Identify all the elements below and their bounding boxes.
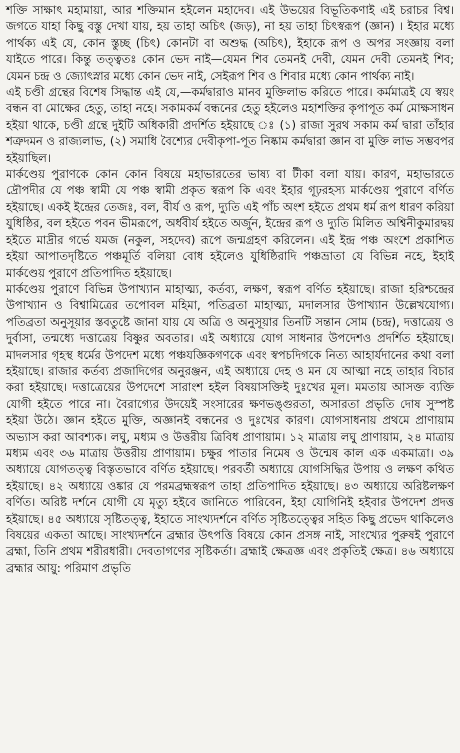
- paragraph-chandi: এই চণ্ডী গ্রন্থের বিশেষ সিদ্ধান্ত এই যে,—কর্মদ্বারাও মানব মুক্তিলাভ করিতে পারে। কর্মমাত্রই যে স্বয়ং বন্ধন বা মোক্ষের হেতু, তাহা নহে। সকামকর্ম বন্ধনের হেতু হইলেও মহাশক্তির কৃপাপূত কর্ম মোক্ষসাধন হইয়া থাকে, চণ্ডী গ্রন্থে দুইটি অধিকারী প্রদর্শিত হইয়াছে ঃ (১) রাজা সুরথ সকাম কর্ম দ্বারা তাঁহার শত্রুদমন ও রাজ্যলাভ, (২) সমাধি বৈশ্যের দেবীকৃপা-পূত নিষ্কাম কর্মদ্বারা জ্ঞান বা মুক্তি লাভ সম্ভবপর হইয়াছিল।: [6, 85, 454, 165]
- paragraph-markandeya-upakhyan: মার্কণ্ডেয় পুরাণে বিভিন্ন উপাখ্যান মাহাত্ম্য, কর্তব্য, লক্ষণ, স্বরূপ বর্ণিত হইয়াছে। রাজা হরিশ্চন্দ্রের উপাখ্যান ও বিশ্বামিত্রের তপোবল মহিমা, পতিব্রতা মাহাত্ম্য, মদালসার উপাখ্যান উল্লেখযোগ্য। পতিব্রতা অনুসূয়ার স্তবতুষ্টে জানা যায় যে অত্রি ও অনুসূয়ার তিনটি সন্তান সোম (চন্দ্র), দত্তাত্রেয় ও দুর্বাসা, তন্মধ্যে দত্তাত্রেয় বিষ্ণুর অবতার। এই অধ্যায়ে যোগ সাধনার উপদেশও প্রদর্শিত হইয়াছে। মাদলসার গৃহস্থ ধর্মের উপদেশ মধ্যে পঞ্চযজ্ঞিকগণকে এবং স্বপচদিগকে নিত্য আহার্যদানের কথা বলা হইয়াছে। রাজার কর্তব্য প্রজাদিগের অনুরঞ্জন, এই অধ্যায়ে দেহ ও মন যে আত্মা নহে তাহার বিচার করা হইয়াছে। দত্তাত্রেয়ের উপদেশে সারাংশ হইল বিষয়াসক্তিই দুঃখের মূল। মমতায় আসক্ত ব্যক্তি যোগী হইতে পারে না। বৈরাগ্যের উদয়েই সংসারের ক্ষণভঙ্গুরতা, অসারতা প্রভৃতি দোষ সুস্পষ্ট হইয়া উঠে। জ্ঞান হইতে মুক্তি, অজ্ঞানই বন্ধনের ও দুঃখের কারণ। যোগসাধনায় প্রথমে প্রাণায়াম অভ্যাস করা আবশ্যক। লঘু, মধ্যম ও উত্তরীয় ত্রিবিধ প্রাণায়াম। ১২ মাত্রায় লঘু প্রাণায়াম, ২৪ মাত্রায় মধ্যম এবং ৩৬ মাত্রায় উত্তরীয় প্রাণায়াম। চক্ষুর পাতার নিমেষ ও উন্মেষ কাল এক একমাত্রা। ৩৯ অধ্যায়ে যোগতত্ত্ব বিস্তৃতভাবে বর্ণিত হইয়াছে। পরবর্তী অধ্যায়ে যোগসিদ্ধির উপায় ও লক্ষণ কথিত হইয়াছে। ৪২ অধ্যায়ে ওঙ্কার যে পরমব্রহ্মস্বরূপ তাহা প্রতিপাদিত হইয়াছে। ৪৩ অধ্যায়ে অরিষ্টলক্ষণ বর্ণিত। অরিষ্ট দর্শনে যোগী যে মৃত্যু হইবে জানিতে পারিবেন, ইহা যোগিনিই হইবার উপদেশ প্রদত্ত হইয়াছে। ৪৫ অধ্যায়ে সৃষ্টিতত্ত্ব, ইহাতে সাংখ্যদর্শনে বর্ণিত সৃষ্টিতত্ত্বের সহিত কিছু প্রভেদ থাকিলেও বিষয়ের একতা আছে। সাংখ্যদর্শনে ব্রহ্মার উৎপত্তি বিষয়ে কোন প্রসঙ্গ নাই, সাংখ্যের পুরুষই পুরাণে ব্রহ্মা, তিনি প্রথম শরীরধারী। দেবতাগণের সৃষ্টিকর্তা। ব্রহ্মাই ক্ষেত্রজ্ঞ এবং প্রকৃতিই ক্ষেত্র। ৪৬ অধ্যায়ে ব্রহ্মার আয়ু: পরিমাণ প্রভৃতি: [6, 281, 454, 575]
- paragraph-shakti: শক্তি সাক্ষাৎ মহামায়া, আর শক্তিমান হইলেন মহাদেব। এই উভয়ের বিভূতিকণাই এই চরাচর বিশ্ব। জগতে যাহা কিছু বস্তু দেখা যায়, হয় তাহা অচিৎ (জড়), না হয় তাহা চিৎস্বরূপ (জ্ঞান) । ইহার মধ্যে পার্থক্য এই যে, কোন স্তুচ্ছ (চিৎ) কোনটা বা অশুদ্ধ (অচিৎ), ইহাকে রূপ ও অপর সংজ্ঞায় বলা যাইতে পারে। কিন্তু তত্ত্বতঃ কোন ভেদ নাই—যেমন শিব তেমনই দেবী, যেমন দেবী তেমনই শিব; যেমন চন্দ্র ও জ্যোৎস্নার মধ্যে কোন ভেদ নাই, সেইরূপ শিব ও শিবার মধ্যে কোন পার্থক্য নাই।: [6, 3, 454, 83]
- paragraph-markandeya-mahabharata: মার্কণ্ডেয় পুরাণকে কোন কোন বিষয়ে মহাভারতের ভাষ্য বা টীকা বলা যায়। কারণ, মহাভারতে দ্রৌপদীর যে পঞ্চ স্বামী যে পঞ্চ স্বামী প্রকৃত স্বরূপ কি এবং ইহার গূঢ়রহস্য মার্কণ্ডেয় পুরাণে বর্ণিত হইয়াছে। একই ইন্দ্রের তেজঃ, বল, বীর্য ও রূপ, দ্যুতি এই পাঁচ অংশ হইতে প্রথম ধর্ম রূপ ধারণ করিয়া যুধিষ্ঠির, বল হইতে পবন ভীমরূপে, অর্ধবীর্য হইতে অর্জুন, ইন্দ্রের রূপ ও দ্যুতি মিলিত অশ্বিনীকুমারদ্বয় হইতে মাদ্রীর গর্ভে যমজ (নকুল, সহদেব) রূপে জন্মগ্রহণ করিলেন। এই ইন্দ্র পঞ্চ অংশে প্রকাশিত হইয়া আপাতদৃষ্টিতে পঞ্চমূর্তি বলিয়া বোধ হইলেও যুধিষ্ঠিরাদি পঞ্চভ্রাতা যে বিভিন্ন নহে, ইহাই মার্কণ্ডেয় পুরাণে প্রতিপাদিত হইয়াছে।: [6, 167, 454, 280]
